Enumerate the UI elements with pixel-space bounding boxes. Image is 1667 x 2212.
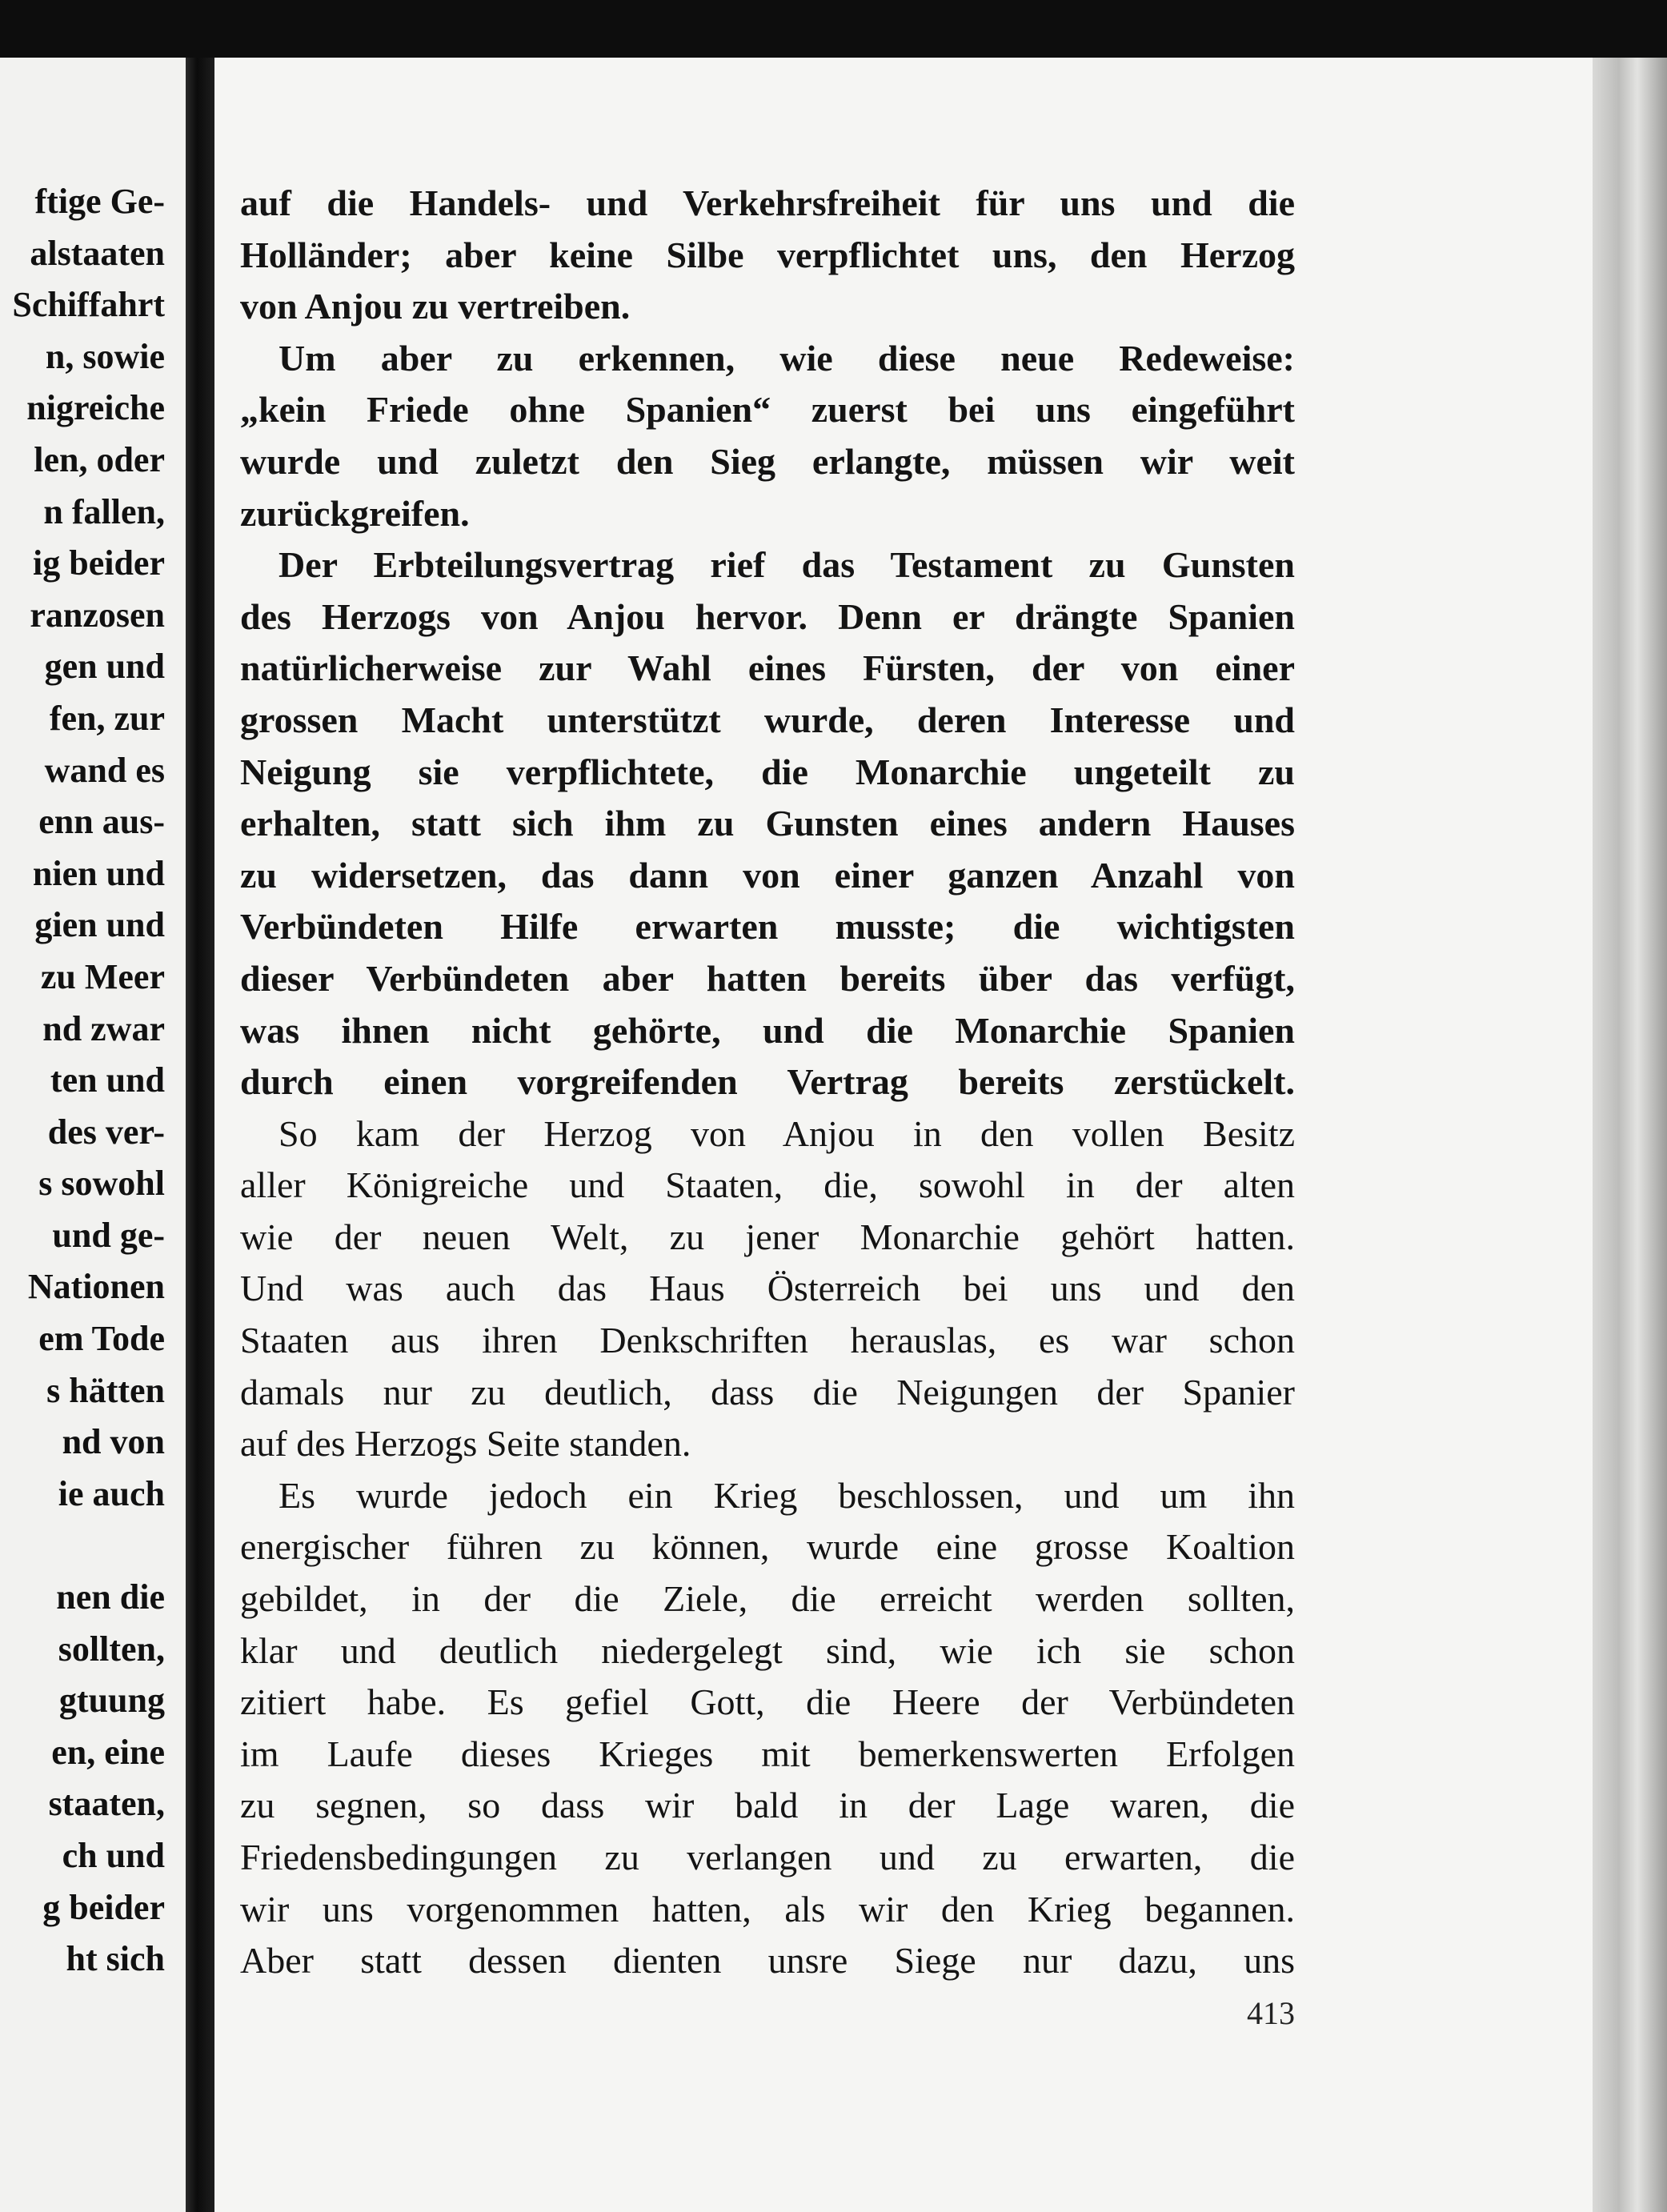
text-line: Neigung sie verpflichtete, die Monarchie ungeteilt zu (240, 751, 1295, 792)
facing-line: ftige Ge- (34, 182, 165, 221)
text-line: dieser Verbündeten aber hatten bereits über das verfügt, (240, 957, 1295, 999)
paragraph-start-line: Um aber zu erkennen, wie diese neue Redeweise: (279, 337, 1295, 379)
text-line: auf des Herzogs Seite standen. (240, 1423, 691, 1465)
text-line: erhalten, statt sich ihm zu Gunsten eines andern Hauses (240, 803, 1295, 844)
facing-line: nigreiche (26, 388, 165, 428)
text-line: klar und deutlich niedergelegt sind, wie ich sie schon (240, 1629, 1295, 1671)
facing-line: ten und (50, 1060, 165, 1100)
facing-line: s hätten (46, 1370, 165, 1410)
facing-line: alstaaten (30, 233, 165, 273)
facing-page-left (0, 58, 186, 2212)
facing-line: gien und (34, 905, 165, 945)
facing-line: ch und (62, 1836, 165, 1875)
text-line: Friedensbedingungen zu verlangen und zu erwarten, die (240, 1837, 1295, 1877)
text-line: aller Königreiche und Staaten, die, sowohl in der alten (240, 1164, 1295, 1206)
facing-line: nen die (56, 1577, 165, 1617)
facing-line: des ver- (47, 1112, 165, 1152)
facing-line: Nationen (27, 1267, 165, 1307)
text-line: zitiert habe. Es gefiel Gott, die Heere der Verbündeten (240, 1681, 1295, 1723)
facing-page-text (12, 176, 165, 1986)
facing-line: em Tode (38, 1319, 165, 1359)
facing-line: staaten, (48, 1784, 165, 1824)
facing-line: nien und (32, 853, 165, 893)
text-line: Und was auch das Haus Österreich bei uns und den (240, 1268, 1295, 1309)
text-line: auf die Handels- und Verkehrsfreiheit für uns und die (240, 182, 1295, 223)
text-line: Staaten aus ihren Denkschriften herauslas, es war schon (240, 1320, 1295, 1361)
paragraph-start-line: Der Erbteilungsvertrag rief das Testament zu Gunsten (279, 544, 1295, 586)
facing-line: fen, zur (49, 698, 165, 738)
text-line: zurückgreifen. (240, 492, 470, 534)
book-gutter (186, 58, 214, 2212)
facing-line: ie auch (58, 1473, 165, 1513)
text-line: Aber statt dessen dienten unsre Siege nur dazu, uns (240, 1940, 1295, 1982)
text-line: zu widersetzen, das dann von einer ganzen Anzahl von (240, 854, 1295, 896)
facing-line: zu Meer (40, 956, 165, 996)
text-line: was ihnen nicht gehörte, und die Monarchie Spanien (240, 1009, 1295, 1051)
facing-line: wand es (44, 750, 165, 790)
text-line: Holländer; aber keine Silbe verpflichtet uns, den Herzog (240, 234, 1295, 275)
text-line: wie der neuen Welt, zu jener Monarchie gehört hatten. (240, 1216, 1295, 1257)
facing-line: nd zwar (42, 1008, 165, 1048)
page-edge-stack (1593, 58, 1667, 2212)
text-line: grossen Macht unterstützt wurde, deren Interesse und (240, 699, 1295, 740)
text-line: im Laufe dieses Krieges mit bemerkenswerten Erfolgen (240, 1733, 1295, 1774)
facing-line: Schiffahrt (12, 285, 165, 325)
facing-line: n fallen, (43, 491, 165, 531)
main-text-block (240, 178, 1295, 1987)
facing-line: gen und (44, 647, 165, 687)
facing-line: gtuung (58, 1681, 165, 1721)
facing-line: ht sich (66, 1939, 165, 1979)
facing-line: nd von (62, 1422, 165, 1462)
facing-line: ranzosen (30, 595, 165, 635)
text-line: energischer führen zu können, wurde eine grosse Koaltion (240, 1526, 1295, 1568)
text-line: von Anjou zu vertreiben. (240, 286, 631, 327)
facing-line: n, sowie (45, 336, 165, 376)
text-line: wurde und zuletzt den Sieg erlangte, müssen wir weit (240, 440, 1295, 482)
facing-line: enn aus- (38, 802, 165, 842)
text-line: wir uns vorgenommen hatten, als wir den Krieg begannen. (240, 1888, 1295, 1929)
text-line: Verbündeten Hilfe erwarten musste; die wichtigsten (240, 906, 1295, 948)
text-line: „kein Friede ohne Spanien“ zuerst bei uns eingeführt (240, 389, 1295, 431)
facing-line: g beider (42, 1887, 165, 1927)
text-line: zu segnen, so dass wir bald in der Lage waren, die (240, 1785, 1295, 1826)
facing-line: und ge- (52, 1215, 165, 1255)
text-line: des Herzogs von Anjou hervor. Denn er drängte Spanien (240, 595, 1295, 637)
text-line: damals nur zu deutlich, dass die Neigungen der Spanier (240, 1371, 1295, 1413)
facing-line: s sowohl (38, 1164, 165, 1204)
text-line: gebildet, in der die Ziele, die erreicht werden sollten, (240, 1578, 1295, 1620)
facing-line: len, oder (34, 439, 165, 479)
text-line: natürlicherweise zur Wahl eines Fürsten, der von einer (240, 647, 1295, 689)
facing-line-gap (12, 1520, 165, 1572)
facing-line: sollten, (58, 1629, 165, 1669)
paragraph-start-line: Es wurde jedoch ein Krieg beschlossen, und um ihn (279, 1474, 1295, 1516)
facing-line: ig beider (33, 543, 165, 583)
paragraph-start-line: So kam der Herzog von Anjou in den vollen Besitz (279, 1112, 1295, 1154)
facing-line: en, eine (51, 1732, 165, 1772)
text-line: durch einen vorgreifenden Vertrag bereits zerstückelt. (240, 1061, 1295, 1103)
page-number: 413 (1247, 1995, 1295, 2031)
